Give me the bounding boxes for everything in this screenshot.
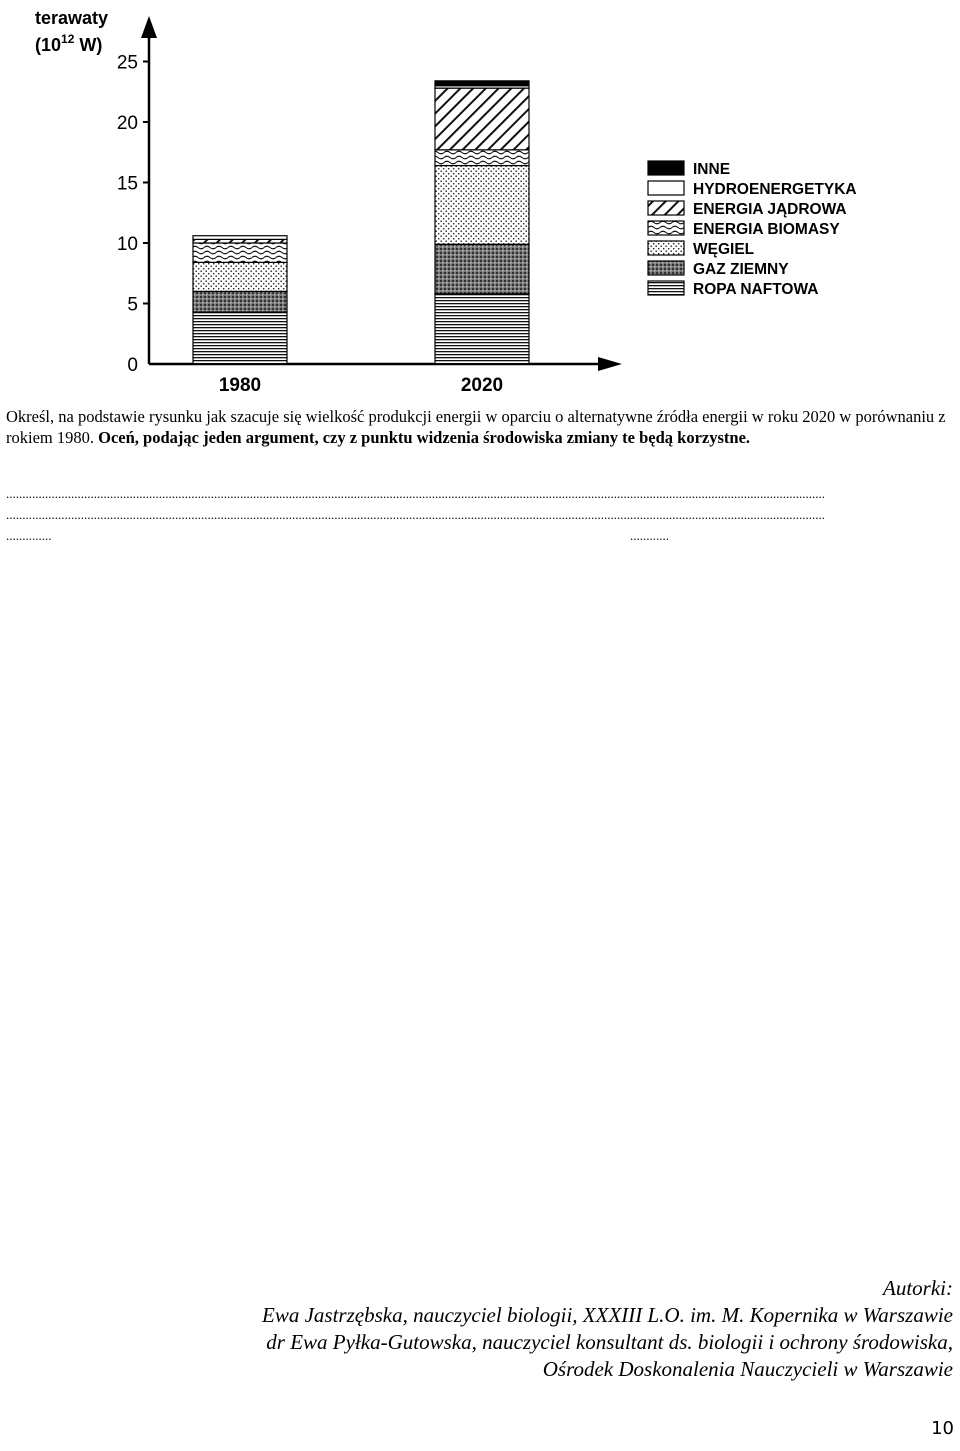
y-axis-title-line1: terawaty: [35, 8, 109, 28]
bar-segment: [193, 291, 287, 312]
legend-swatch: [648, 181, 684, 195]
page-number: 10: [931, 1418, 954, 1439]
legend: [648, 161, 857, 298]
x-tick-label: 1980: [218, 375, 262, 396]
answer-line-3[interactable]: .............. ............: [6, 529, 669, 543]
legend-swatch: [648, 161, 684, 175]
bar-segment: [435, 294, 529, 364]
answer-line-2[interactable]: ............................................................................................................................................................................................................................................................: [6, 508, 825, 522]
legend-label: INNE: [693, 161, 731, 178]
bar-segment: [435, 244, 529, 294]
x-tick-label: 2020: [460, 375, 504, 396]
bar-segment: [435, 88, 529, 150]
y-tick-label: 10: [116, 234, 138, 255]
legend-label: ROPA NAFTOWA: [693, 281, 819, 298]
y-tick-label: 20: [116, 113, 138, 134]
bar-segment: [193, 236, 287, 240]
legend-label: ENERGIA JĄDROWA: [693, 201, 847, 218]
y-tick-label: 25: [116, 52, 138, 74]
question-part-1: Określ, na podstawie rysunku jak szacuje się wielkość produkcji energii w oparciu o alternatywne źródła energii w roku 2020 w porównaniu z rokiem 1980.: [6, 407, 946, 447]
legend-swatch: [648, 241, 684, 255]
legend-swatch: [648, 221, 684, 235]
bar-segment: [193, 262, 287, 291]
legend-swatch: [648, 281, 684, 295]
y-tick-label: 0: [127, 355, 138, 376]
y-tick-label: 5: [127, 294, 138, 316]
author-line-2: dr Ewa Pyłka-Gutowska, nauczyciel konsultant ds. biologii i ochrony środowiska,: [266, 1330, 953, 1354]
question-text: [6, 406, 956, 448]
author-line-3: Ośrodek Doskonalenia Nauczycieli w Warszawie: [542, 1357, 953, 1381]
bar-segment: [193, 312, 287, 364]
energy-stacked-bar-chart: [0, 0, 960, 400]
bars: [193, 81, 529, 364]
bar-segment: [193, 243, 287, 262]
y-axis-title-line2: ($10^{12}$ W): [35, 32, 103, 55]
y-axis-title: [35, 8, 108, 55]
legend-label: ENERGIA BIOMASY: [693, 221, 840, 238]
bar-segment: [435, 81, 529, 86]
bar-segment: [435, 166, 529, 245]
x-axis-arrow-icon: [598, 357, 622, 371]
authors-block: [53, 1275, 953, 1383]
answer-line-1[interactable]: ............................................................................................................................................................................................................................................................: [6, 487, 825, 501]
authors-heading: Autorki:: [883, 1276, 953, 1300]
legend-swatch: [648, 261, 684, 275]
question-part-2: Oceń, podając jeden argument, czy z punktu widzenia środowiska zmiany te będą korzystne.: [94, 428, 751, 447]
legend-label: GAZ ZIEMNY: [693, 261, 789, 278]
y-axis-arrow-icon: [141, 16, 157, 38]
legend-swatch: [648, 201, 684, 215]
author-line-1: Ewa Jastrzębska, nauczyciel biologii, XXXIII L.O. im. M. Kopernika w Warszawie: [262, 1303, 953, 1327]
y-tick-labels: [117, 53, 149, 377]
x-tick-labels: [219, 375, 503, 396]
bar-segment: [435, 150, 529, 166]
y-tick-label: 15: [116, 173, 138, 195]
legend-label: WĘGIEL: [693, 241, 755, 258]
legend-label: HYDROENERGETYKA: [693, 181, 857, 198]
